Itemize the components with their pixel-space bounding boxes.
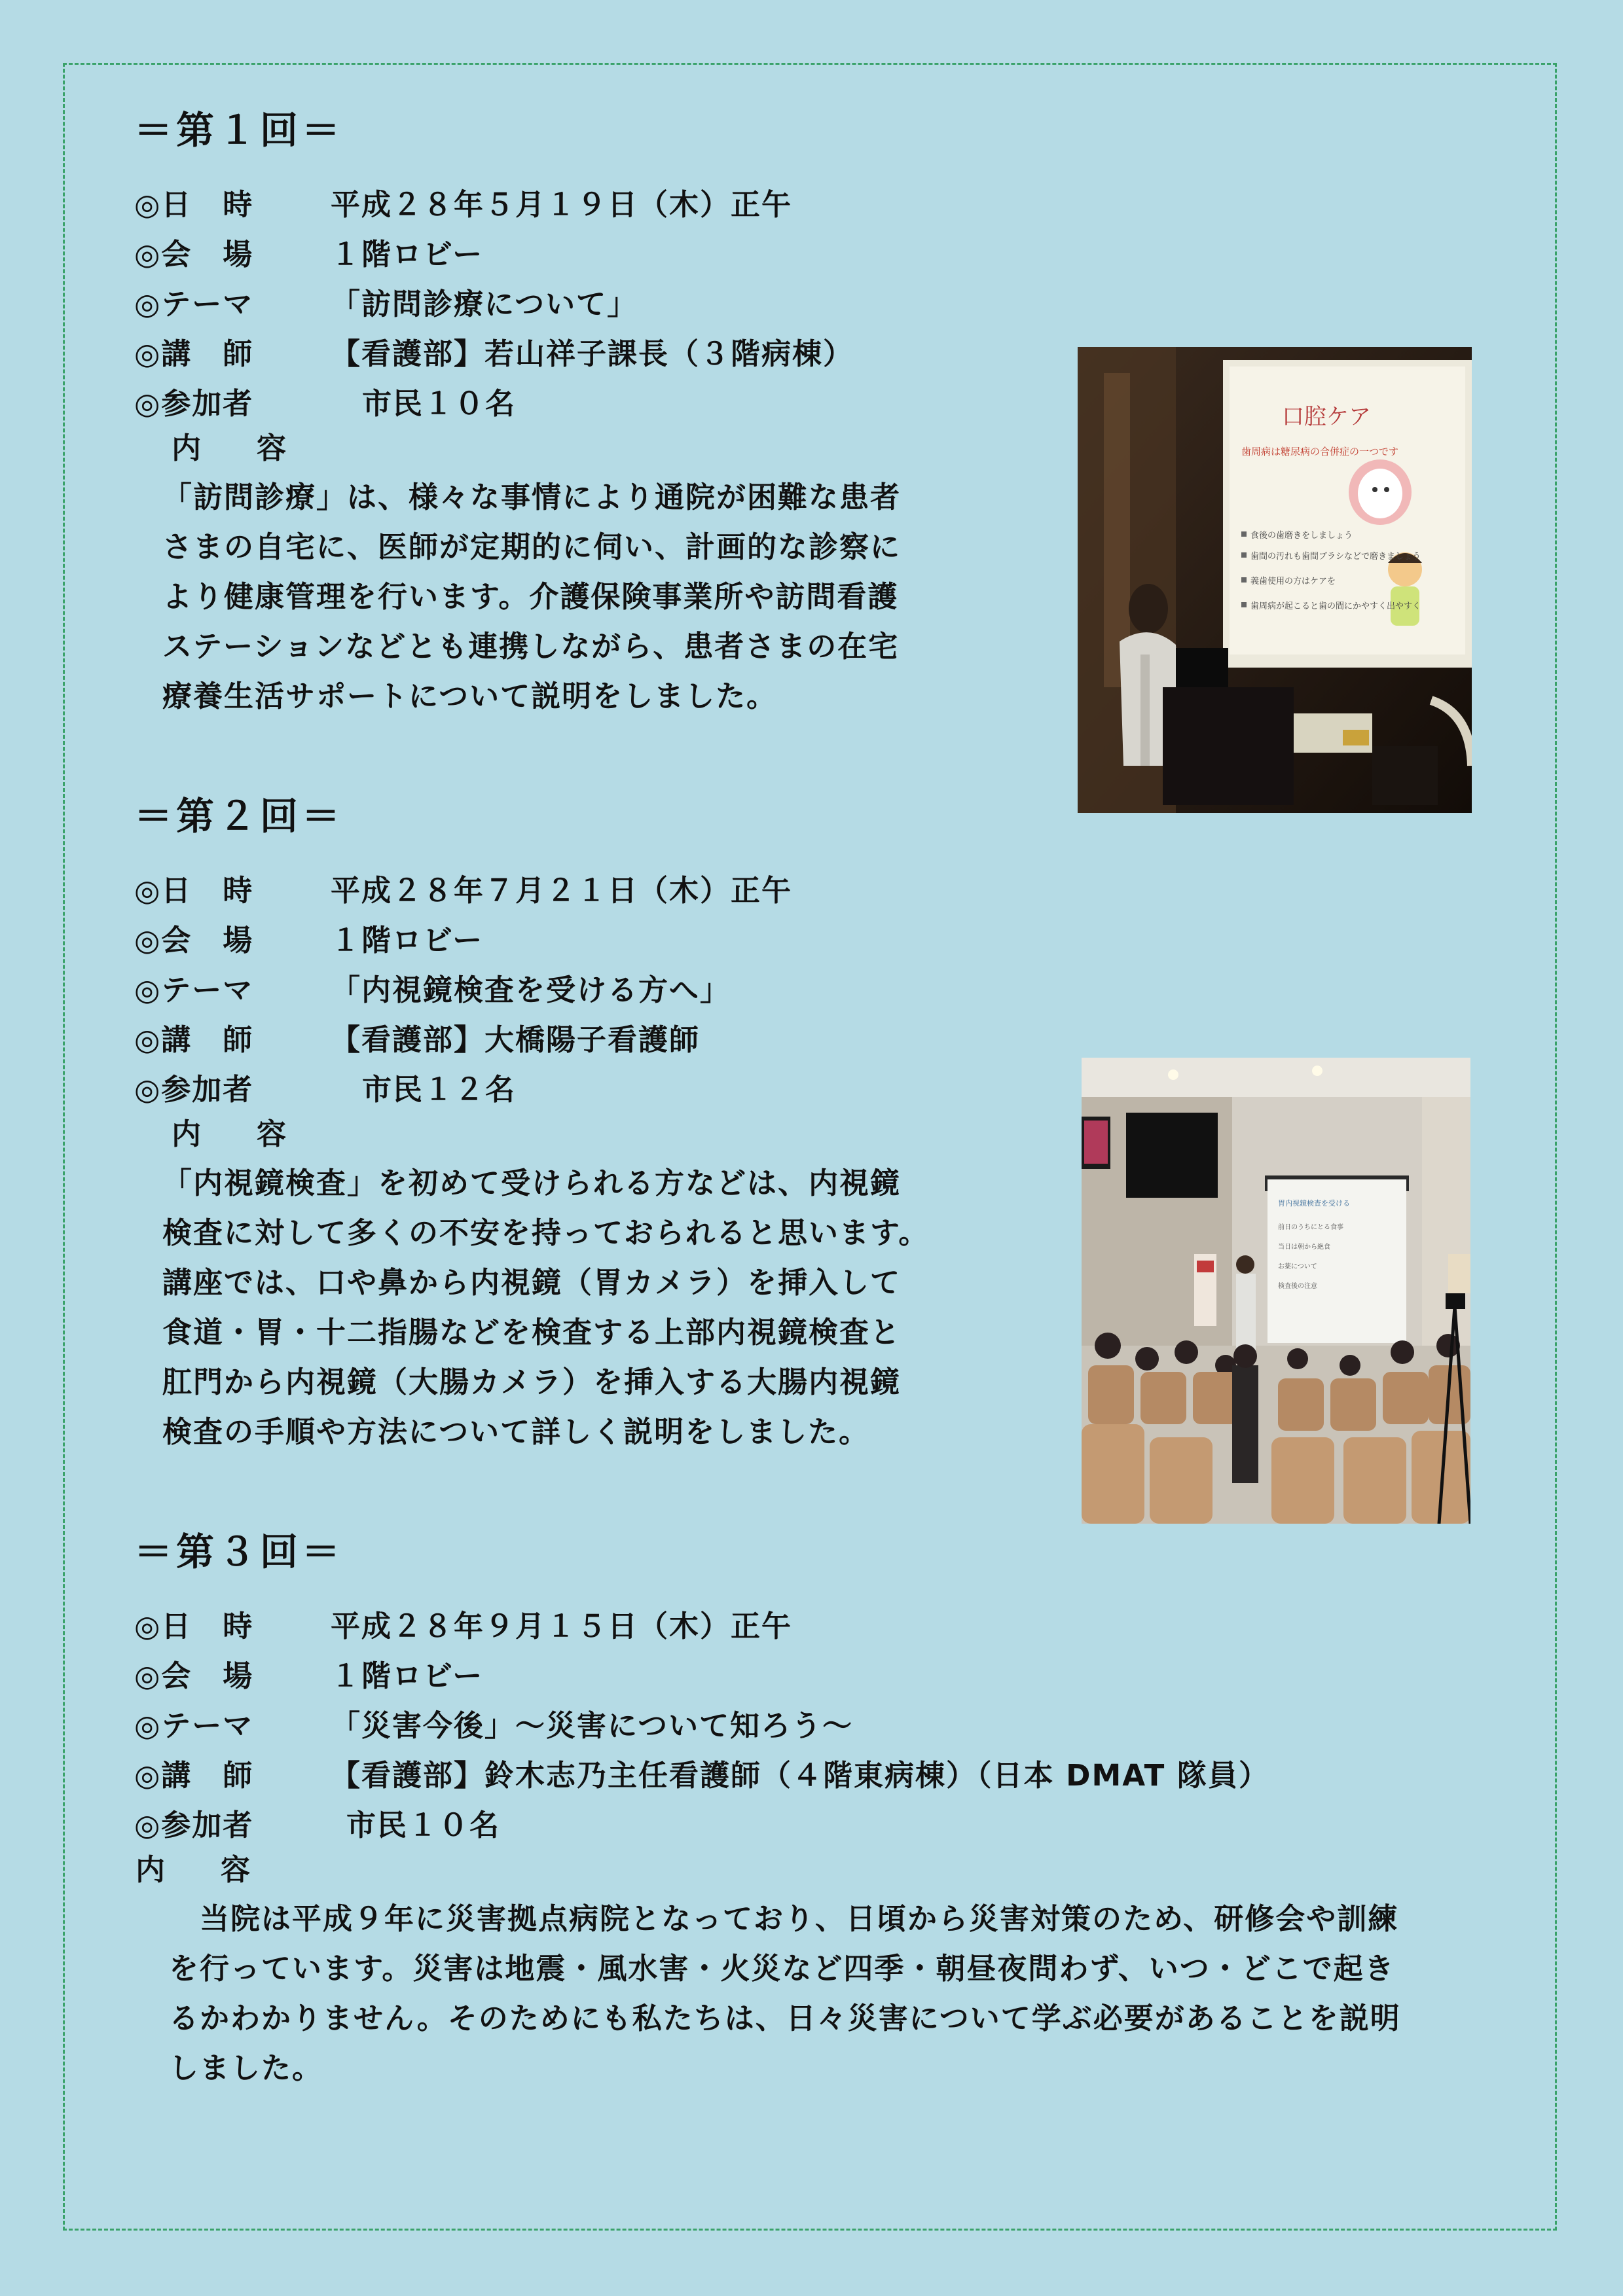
slide1-bullet: 歯周病が起こると歯の間にかやすく出やすく xyxy=(1250,601,1421,611)
theme-value: 「訪問診療について」 xyxy=(331,286,638,321)
slide2-bullet: 当日は朝から絶食 xyxy=(1278,1244,1330,1251)
session3-theme-row xyxy=(134,1698,1269,1748)
participants-value: 市民１０名 xyxy=(346,1807,501,1842)
date-label: ◎日 時 xyxy=(134,872,254,908)
date-value: 平成２８年７月２１日（木）正午 xyxy=(331,872,793,908)
slide2-heading: 胃内視鏡検査を受ける xyxy=(1278,1199,1350,1208)
session3-date-row xyxy=(134,1598,1269,1648)
theme-label: ◎テーマ xyxy=(134,972,254,1007)
slide1-heading: 口腔ケア xyxy=(1282,404,1371,430)
session1-content-label: 内 容 xyxy=(172,431,300,465)
venue-label: ◎会 場 xyxy=(134,1658,254,1693)
session3-participants-row xyxy=(134,1797,1269,1847)
session3-venue-row xyxy=(134,1648,1269,1698)
lecturer-label: ◎講 師 xyxy=(134,1757,254,1793)
session3-content-label: 内 容 xyxy=(136,1852,264,1887)
date-label: ◎日 時 xyxy=(134,1608,254,1643)
slide1-bullet: 食後の歯磨きをしましょう xyxy=(1250,531,1353,541)
session1-theme-row xyxy=(134,276,854,326)
date-value: 平成２８年５月１９日（木）正午 xyxy=(331,187,793,222)
participants-label: ◎参加者 xyxy=(134,386,254,421)
date-label: ◎日 時 xyxy=(134,187,254,222)
session2-photo xyxy=(1082,1058,1470,1524)
session2-participants-row xyxy=(134,1062,792,1111)
session2-date-row xyxy=(134,863,792,912)
venue-label: ◎会 場 xyxy=(134,236,254,272)
lecturer-label: ◎講 師 xyxy=(134,336,254,371)
session1-venue-row xyxy=(134,226,854,276)
participants-value: 市民１２名 xyxy=(362,1071,517,1107)
session3-content: 当院は平成９年に災害拠点病院となっており、日頃から災害対策のため、研修会や訓練 を行っています。災害は地震・風水害・火災など四季・朝昼夜問わず、いつ・どこで起き るかわかりません。そのためにも私たちは、日々災害について学ぶ必要があることを説明 しました。 xyxy=(169,1901,1401,2085)
slide2-bullet: 検査後の注意 xyxy=(1278,1283,1317,1290)
session3-title: ＝第３回＝ xyxy=(134,1530,344,1574)
slide2-bullet: 前日のうちにとる食事 xyxy=(1278,1224,1343,1231)
lecturer-label: ◎講 師 xyxy=(134,1022,254,1057)
slide1-bullet: 歯間の汚れも歯間ブラシなどで磨きましょう xyxy=(1250,552,1421,562)
slide2-bullet: お薬について xyxy=(1278,1263,1317,1270)
session1-info xyxy=(134,177,854,425)
venue-label: ◎会 場 xyxy=(134,922,254,958)
participants-label: ◎参加者 xyxy=(134,1071,254,1107)
session2-info xyxy=(134,863,792,1111)
session1-content: 「訪問診療」は、様々な事情により通院が困難な患者 さまの自宅に、医師が定期的に伺い、計画的な診察に より健康管理を行います。介護保険事業所や訪問看護 ステーションなどとも連携しながら、患者さまの在宅 療養生活サポートについて説明をしました。 xyxy=(162,480,902,713)
session2-content: 「内視鏡検査」を初めて受けられる方などは、内視鏡 検査に対して多くの不安を持っておられると思います。 講座では、口や鼻から内視鏡（胃カメラ）を挿入して 食道・胃・十二指腸などを検査する上部内視鏡検査と 肛門から内視鏡（大腸カメラ）を挿入する大腸内視鏡 検査の手順や方法について詳しく説明をしました。 xyxy=(162,1166,930,1449)
venue-value: １階ロビー xyxy=(331,236,484,272)
session2-title: ＝第２回＝ xyxy=(134,794,344,838)
theme-value: 「災害今後」～災害について知ろう～ xyxy=(331,1708,854,1743)
session2-lecturer-row xyxy=(134,1012,792,1062)
session3-info xyxy=(134,1598,1269,1847)
seminar-room-photo xyxy=(1082,1058,1470,1524)
session1-photo xyxy=(1078,347,1472,813)
theme-label: ◎テーマ xyxy=(134,286,254,321)
participants-value: 市民１０名 xyxy=(362,386,517,421)
date-value: 平成２８年９月１５日（木）正午 xyxy=(331,1608,793,1643)
lecturer-value: 【看護部】若山祥子課長（３階病棟） xyxy=(331,336,854,371)
theme-value: 「内視鏡検査を受ける方へ」 xyxy=(331,972,731,1007)
lecturer-value: 【看護部】鈴木志乃主任看護師（４階東病棟）（日本 DMAT 隊員） xyxy=(331,1757,1269,1793)
theme-label: ◎テーマ xyxy=(134,1708,254,1743)
session2-content-label: 内 容 xyxy=(172,1117,300,1151)
venue-value: １階ロビー xyxy=(331,1658,484,1693)
slide1-bullet: 義歯使用の方はケアを xyxy=(1250,577,1336,586)
session3-lecturer-row xyxy=(134,1748,1269,1797)
participants-label: ◎参加者 xyxy=(134,1807,254,1842)
slide1-subheading: 歯周病は糖尿病の合併症の一つです xyxy=(1241,446,1399,457)
session2-theme-row xyxy=(134,962,792,1012)
session1-participants-row xyxy=(134,376,854,425)
session1-lecturer-row xyxy=(134,326,854,376)
session1-title: ＝第１回＝ xyxy=(134,108,344,152)
venue-value: １階ロビー xyxy=(331,922,484,958)
session2-venue-row xyxy=(134,912,792,962)
lecturer-value: 【看護部】大橋陽子看護師 xyxy=(331,1022,701,1057)
projector-slide-photo xyxy=(1078,347,1472,813)
session1-date-row xyxy=(134,177,854,226)
